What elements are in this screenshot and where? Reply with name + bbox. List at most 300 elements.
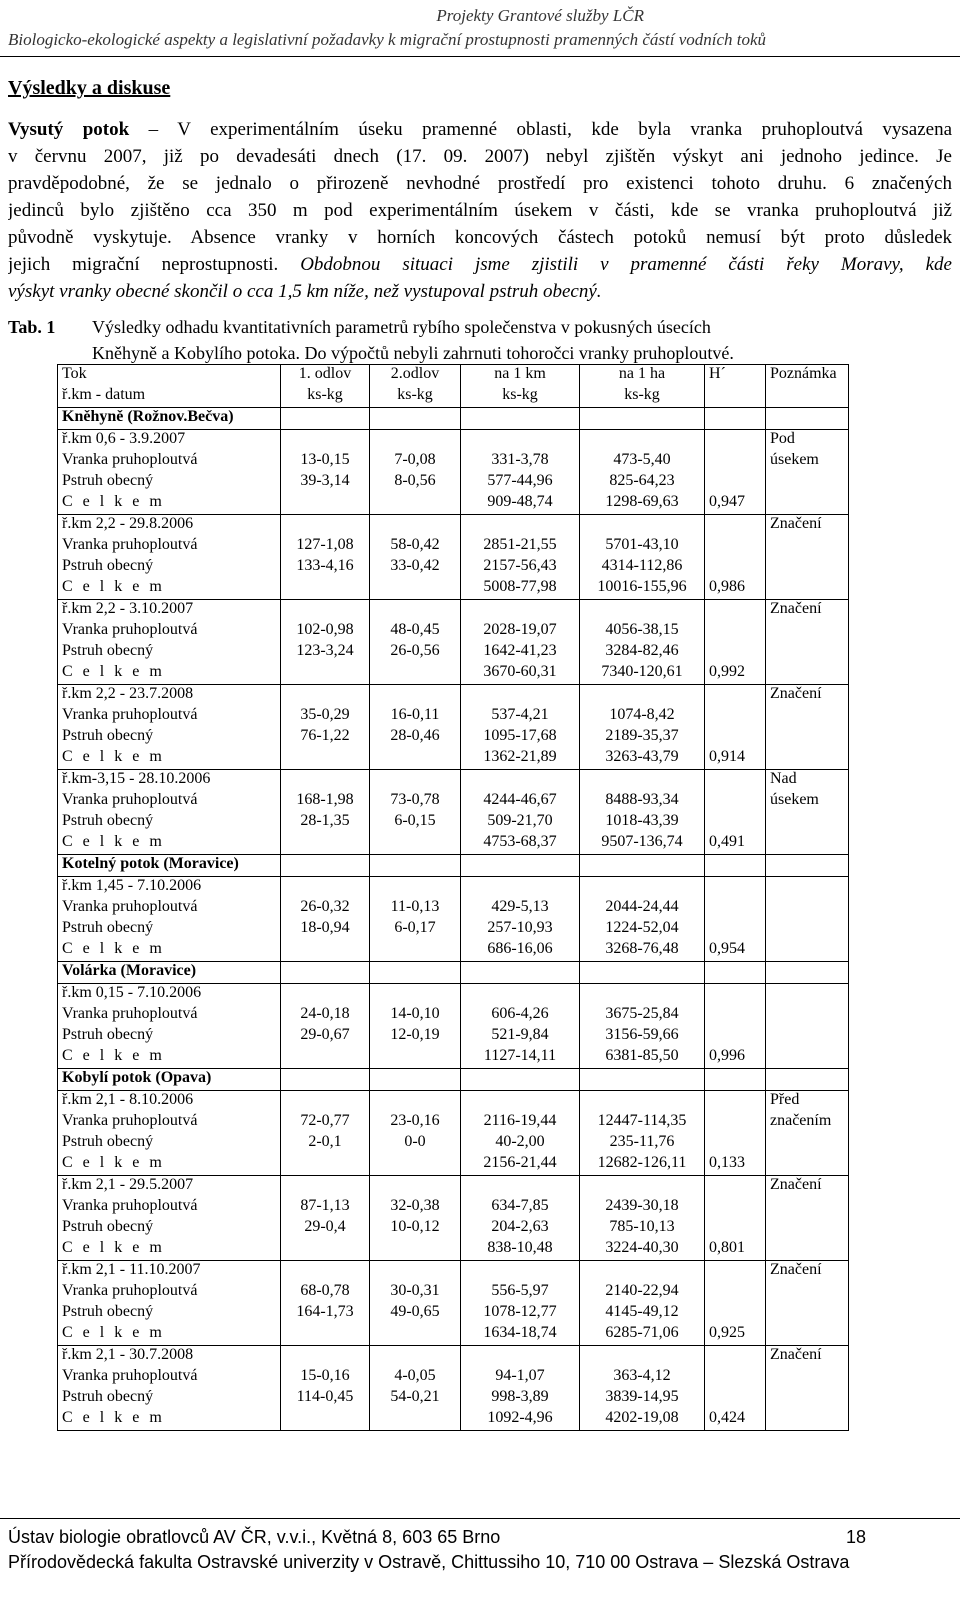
odlov1-cell-line [285, 748, 365, 769]
per-ha-cell-line: 7340-120,61 [601, 663, 683, 680]
per-ha-cell-line [584, 1091, 700, 1112]
per-km-cell-line [465, 685, 575, 706]
per-km-cell-line [465, 770, 575, 791]
empty-cell [461, 1069, 580, 1091]
per-ha-cell-line [584, 1346, 700, 1367]
odlov2-cell-line: 73-0,78 [390, 791, 440, 808]
odlov2-cell-line [374, 1324, 456, 1345]
per-km-cell-line: 521-9,84 [491, 1026, 549, 1043]
note-cell [766, 600, 849, 685]
per-ha-cell-line [584, 430, 700, 451]
species-label: Pstruh obecný [62, 812, 154, 829]
header-note-line: Poznámka [770, 365, 837, 382]
species-label: Vranka pruhoploutvá [62, 898, 198, 915]
species-label: Vranka pruhoploutvá [62, 536, 198, 553]
odlov1-cell-line: 123-3,24 [296, 642, 354, 659]
header-odlov2-line: ks-kg [397, 386, 433, 403]
odlov1-cell [281, 984, 370, 1069]
header-per-ha-line: na 1 ha [618, 365, 666, 382]
species-label: Pstruh obecný [62, 1303, 154, 1320]
odlov1-cell-line [285, 1047, 365, 1068]
empty-cell [705, 408, 766, 430]
h-cell [705, 430, 766, 515]
h-cell-line: 0,491 [709, 833, 745, 850]
odlov2-cell [370, 770, 461, 855]
per-ha-cell-line [584, 515, 700, 536]
header-per-ha-line: ks-kg [624, 386, 660, 403]
site-cell [58, 1176, 281, 1261]
header-tok-line: ř.km - datum [62, 386, 146, 403]
odlov1-cell-line [285, 940, 365, 961]
empty-cell [705, 962, 766, 984]
odlov1-cell-line [285, 1091, 365, 1112]
odlov1-cell-line: 114-0,45 [296, 1388, 354, 1405]
per-ha-cell-line: 10016-155,96 [597, 578, 687, 595]
h-cell-line: 0,996 [709, 1047, 745, 1064]
body-paragraph [8, 116, 952, 305]
h-cell-line [709, 1197, 761, 1218]
odlov2-cell-line: 28-0,46 [390, 727, 440, 744]
per-km-cell-line: 4753-68,37 [483, 833, 557, 850]
odlov2-cell-line: 4-0,05 [394, 1367, 436, 1384]
per-ha-cell-line: 825-64,23 [609, 472, 675, 489]
odlov2-cell [370, 1091, 461, 1176]
site-label: ř.km-3,15 - 28.10.2006 [62, 770, 211, 787]
empty-cell [370, 1069, 461, 1091]
odlov2-cell-line: 30-0,31 [390, 1282, 440, 1299]
odlov2-cell [370, 685, 461, 770]
total-label: C e l k e m [62, 1409, 165, 1426]
per-ha-cell [580, 430, 705, 515]
odlov2-cell-line [374, 1176, 456, 1197]
per-ha-cell [580, 877, 705, 962]
h-cell-line [709, 770, 761, 791]
note-cell [766, 1091, 849, 1176]
note-cell-line [770, 1282, 844, 1303]
table-row [58, 430, 849, 515]
per-km-cell-line: 40-2,00 [495, 1133, 545, 1150]
odlov1-cell-line [285, 984, 365, 1005]
note-cell-line [770, 1005, 844, 1026]
note-cell [766, 1346, 849, 1431]
odlov2-cell-line [374, 748, 456, 769]
note-cell-line: Před [770, 1091, 800, 1108]
per-km-cell-line: 634-7,85 [491, 1197, 549, 1214]
odlov1-cell-line [285, 493, 365, 514]
site-label: ř.km 2,2 - 29.8.2006 [62, 515, 194, 532]
empty-cell [281, 1069, 370, 1091]
odlov2-cell-line: 26-0,56 [390, 642, 440, 659]
header-per-km-line: ks-kg [502, 386, 538, 403]
paragraph-line [8, 251, 952, 278]
per-ha-cell-line [584, 1261, 700, 1282]
section-title: Výsledky a diskuse [8, 77, 171, 99]
note-cell [766, 515, 849, 600]
per-ha-cell-line [584, 984, 700, 1005]
per-ha-cell-line [584, 770, 700, 791]
odlov2-cell-line [374, 663, 456, 684]
header-per-km-line: na 1 km [494, 365, 546, 382]
note-cell-line [770, 984, 844, 1005]
h-cell-line [709, 621, 761, 642]
h-cell-line [709, 791, 761, 812]
odlov1-cell-line [285, 430, 365, 451]
species-label: Vranka pruhoploutvá [62, 1005, 198, 1022]
odlov1-cell-line [285, 1239, 365, 1260]
odlov2-cell-line [374, 430, 456, 451]
header-h-line: H´ [709, 365, 726, 382]
table-row [58, 515, 849, 600]
odlov1-cell-line [285, 770, 365, 791]
per-km-cell-line: 1095-17,68 [483, 727, 557, 744]
site-cell [58, 877, 281, 962]
river-name [58, 1069, 281, 1091]
river-name [58, 408, 281, 430]
odlov2-cell-line [374, 685, 456, 706]
h-cell-line [709, 898, 761, 919]
odlov2-cell-line: 6-0,17 [394, 919, 436, 936]
odlov1-cell-line: 164-1,73 [296, 1303, 354, 1320]
odlov2-cell-line [374, 984, 456, 1005]
site-label: ř.km 2,2 - 3.10.2007 [62, 600, 194, 617]
per-ha-cell-line: 3156-59,66 [605, 1026, 679, 1043]
odlov1-cell-line: 76-1,22 [300, 727, 350, 744]
h-cell-line [709, 727, 761, 748]
odlov2-cell [370, 600, 461, 685]
odlov1-cell-line [285, 685, 365, 706]
per-km-cell-line: 2028-19,07 [483, 621, 557, 638]
note-cell-line: Značení [770, 1176, 822, 1193]
river-name-line: Volárka (Moravice) [62, 962, 197, 979]
h-cell-line: 0,947 [709, 493, 745, 510]
per-km-cell-line: 1634-18,74 [483, 1324, 557, 1341]
odlov2-cell-line: 8-0,56 [394, 472, 436, 489]
species-label: Vranka pruhoploutvá [62, 621, 198, 638]
empty-cell [580, 1069, 705, 1091]
site-cell [58, 1091, 281, 1176]
odlov2-cell-line [374, 515, 456, 536]
species-label: Pstruh obecný [62, 1133, 154, 1150]
h-cell-line [709, 1005, 761, 1026]
h-cell-line: 0,424 [709, 1409, 745, 1426]
note-cell-line: Značení [770, 1261, 822, 1278]
odlov2-cell [370, 1261, 461, 1346]
h-cell-line [709, 1218, 761, 1239]
note-cell-line: Značení [770, 1346, 822, 1363]
odlov2-cell-line: 23-0,16 [390, 1112, 440, 1129]
h-cell-line [709, 1346, 761, 1367]
per-km-cell [461, 600, 580, 685]
odlov2-cell-line [374, 1409, 456, 1430]
per-km-cell [461, 1176, 580, 1261]
page-footer [0, 1518, 960, 1620]
per-ha-cell [580, 1261, 705, 1346]
empty-cell [705, 1069, 766, 1091]
site-cell [58, 430, 281, 515]
total-label: C e l k e m [62, 493, 165, 510]
species-label: Pstruh obecný [62, 1218, 154, 1235]
per-km-cell [461, 1261, 580, 1346]
odlov2-cell-line: 33-0,42 [390, 557, 440, 574]
odlov1-cell [281, 1346, 370, 1431]
empty-cell [705, 855, 766, 877]
odlov1-cell [281, 877, 370, 962]
table-row [58, 877, 849, 962]
h-cell-line [709, 1176, 761, 1197]
species-label: Vranka pruhoploutvá [62, 1367, 198, 1384]
per-ha-cell-line: 8488-93,34 [605, 791, 679, 808]
empty-cell [580, 855, 705, 877]
table-caption-text [92, 314, 952, 366]
odlov1-cell [281, 430, 370, 515]
odlov1-cell-line: 102-0,98 [296, 621, 354, 638]
site-label: ř.km 2,1 - 8.10.2006 [62, 1091, 194, 1108]
header-odlov1-line: ks-kg [307, 386, 343, 403]
header-h [705, 365, 766, 408]
species-label: Pstruh obecný [62, 1026, 154, 1043]
per-ha-cell-line: 6285-71,06 [605, 1324, 679, 1341]
river-name-line: Kotelný potok (Moravice) [62, 855, 239, 872]
odlov2-cell-line [374, 1346, 456, 1367]
per-ha-cell [580, 515, 705, 600]
header-odlov1-line: 1. odlov [298, 365, 352, 382]
odlov2-cell [370, 984, 461, 1069]
odlov2-cell-line: 10-0,12 [390, 1218, 440, 1235]
per-ha-cell-line: 2044-24,44 [605, 898, 679, 915]
species-label: Pstruh obecný [62, 727, 154, 744]
per-km-cell-line: 606-4,26 [491, 1005, 549, 1022]
per-ha-cell [580, 1346, 705, 1431]
h-cell-line [709, 706, 761, 727]
per-km-cell-line: 577-44,96 [487, 472, 553, 489]
paragraph-line: v červnu 2007, již po devadesáti dnech (17. 09. 2007) nebyl zjištěn výskyt ani jednoho jedince. Je [8, 146, 952, 167]
river-row [58, 962, 849, 984]
paragraph-line: pravděpodobné, že se jednalo o přirozeně nevhodné prostředí pro existenci tohoto druhu. 6 značených [8, 173, 952, 194]
per-ha-cell-line: 363-4,12 [613, 1367, 671, 1384]
h-cell-line: 0,986 [709, 578, 745, 595]
odlov2-cell-line [374, 877, 456, 898]
odlov2-cell-line [374, 1261, 456, 1282]
footer-institute-1: Ústav biologie obratlovců AV ČR, v.v.i., Květná 8, 603 65 Brno [8, 1527, 501, 1547]
note-cell-line [770, 877, 844, 898]
per-km-cell-line [465, 515, 575, 536]
odlov1-cell-line: 127-1,08 [296, 536, 354, 553]
site-cell [58, 515, 281, 600]
per-ha-cell-line: 4314-112,86 [601, 557, 683, 574]
header-odlov1 [281, 365, 370, 408]
total-label: C e l k e m [62, 833, 165, 850]
paragraph-text: – V experimentálním úseku pramenné oblasti, kde byla vranka pruhoploutvá vysazena [129, 119, 952, 140]
odlov2-cell [370, 430, 461, 515]
site-label: ř.km 2,1 - 30.7.2008 [62, 1346, 194, 1363]
note-cell-line: Značení [770, 600, 822, 617]
species-label: Pstruh obecný [62, 919, 154, 936]
per-km-cell [461, 430, 580, 515]
h-cell [705, 877, 766, 962]
h-cell-line: 0,914 [709, 748, 745, 765]
odlov1-cell-line: 24-0,18 [300, 1005, 350, 1022]
odlov1-cell-line [285, 515, 365, 536]
empty-cell [766, 1069, 849, 1091]
note-cell [766, 877, 849, 962]
note-cell-line: Značení [770, 515, 822, 532]
total-label: C e l k e m [62, 663, 165, 680]
per-ha-cell [580, 984, 705, 1069]
site-label: ř.km 1,45 - 7.10.2006 [62, 877, 202, 894]
odlov1-cell-line [285, 1176, 365, 1197]
h-cell-line [709, 515, 761, 536]
odlov2-cell-line: 14-0,10 [390, 1005, 440, 1022]
per-km-cell-line: 2156-21,44 [483, 1154, 557, 1171]
odlov1-cell-line [285, 663, 365, 684]
empty-cell [461, 962, 580, 984]
header-odlov2-line: 2.odlov [390, 365, 440, 382]
per-km-cell-line: 838-10,48 [487, 1239, 553, 1256]
odlov1-cell-line: 29-0,4 [304, 1218, 346, 1235]
table-caption-line: Kněhyně a Kobylího potoka. Do výpočtů nebyli zahrnuti tohoročci vranky pruhoploutvé. [92, 343, 734, 363]
h-cell-line [709, 984, 761, 1005]
table-header-row [58, 365, 849, 408]
per-ha-cell-line: 3224-40,30 [605, 1239, 679, 1256]
header-project-line: Projekty Grantové služby LČR [436, 6, 644, 25]
odlov1-cell-line: 13-0,15 [300, 451, 350, 468]
footer-institute-2: Přírodovědecká fakulta Ostravské univerzity v Ostravě, Chittussiho 10, 710 00 Ostrava – Slezská Ostrava [8, 1552, 850, 1572]
per-km-cell-line: 556-5,97 [491, 1282, 549, 1299]
per-ha-cell-line: 235-11,76 [609, 1133, 675, 1150]
note-cell-line: Nad [770, 770, 797, 787]
river-name-line: Kobylí potok (Opava) [62, 1069, 212, 1086]
per-ha-cell-line: 2439-30,18 [605, 1197, 679, 1214]
odlov1-cell [281, 1091, 370, 1176]
river-row [58, 855, 849, 877]
per-ha-cell-line: 785-10,13 [609, 1218, 675, 1235]
empty-cell [580, 962, 705, 984]
species-label: Vranka pruhoploutvá [62, 1282, 198, 1299]
h-cell [705, 1261, 766, 1346]
table-row [58, 685, 849, 770]
per-ha-cell-line: 4202-19,08 [605, 1409, 679, 1426]
h-cell-line: 0,133 [709, 1154, 745, 1171]
river-name [58, 962, 281, 984]
odlov2-cell [370, 515, 461, 600]
odlov1-cell-line: 29-0,67 [300, 1026, 350, 1043]
odlov2-cell-line: 11-0,13 [390, 898, 440, 915]
h-cell [705, 600, 766, 685]
per-km-cell-line: 3670-60,31 [483, 663, 557, 680]
per-km-cell-line [465, 1091, 575, 1112]
per-km-cell-line: 509-21,70 [487, 812, 553, 829]
empty-cell [766, 855, 849, 877]
per-ha-cell [580, 1091, 705, 1176]
h-cell-line [709, 1282, 761, 1303]
odlov2-cell-line: 49-0,65 [390, 1303, 440, 1320]
odlov1-cell-line [285, 833, 365, 854]
per-ha-cell-line: 12447-114,35 [597, 1112, 687, 1129]
per-ha-cell-line: 3284-82,46 [605, 642, 679, 659]
paragraph-italic: Obdobnou situaci jsme zjistili v pramenné části řeky Moravy, kde [278, 254, 952, 275]
per-ha-cell-line [584, 1176, 700, 1197]
per-km-cell [461, 685, 580, 770]
header-per-km [461, 365, 580, 408]
h-cell [705, 515, 766, 600]
odlov2-cell-line [374, 578, 456, 599]
odlov2-cell-line [374, 1154, 456, 1175]
site-cell [58, 685, 281, 770]
note-cell [766, 1261, 849, 1346]
river-name [58, 855, 281, 877]
table-row [58, 1176, 849, 1261]
site-cell [58, 984, 281, 1069]
per-ha-cell-line: 9507-136,74 [601, 833, 683, 850]
per-km-cell-line: 909-48,74 [487, 493, 553, 510]
table-row [58, 1261, 849, 1346]
odlov1-cell-line: 26-0,32 [300, 898, 350, 915]
per-ha-cell [580, 1176, 705, 1261]
total-label: C e l k e m [62, 940, 165, 957]
species-label: Vranka pruhoploutvá [62, 1197, 198, 1214]
per-ha-cell-line [584, 877, 700, 898]
odlov2-cell-line: 48-0,45 [390, 621, 440, 638]
empty-cell [281, 962, 370, 984]
per-ha-cell [580, 600, 705, 685]
h-cell-line: 0,954 [709, 940, 745, 957]
total-label: C e l k e m [62, 1154, 165, 1171]
odlov1-cell-line: 28-1,35 [300, 812, 350, 829]
h-cell-line: 0,801 [709, 1239, 745, 1256]
odlov1-cell [281, 685, 370, 770]
h-cell-line [709, 877, 761, 898]
h-cell [705, 1091, 766, 1176]
site-label: ř.km 0,15 - 7.10.2006 [62, 984, 202, 1001]
per-ha-cell-line: 3263-43,79 [605, 748, 679, 765]
odlov2-cell-line [374, 940, 456, 961]
h-cell-line [709, 557, 761, 578]
odlov2-cell-line [374, 493, 456, 514]
note-cell-line: úsekem [770, 791, 819, 808]
odlov1-cell-line [285, 1324, 365, 1345]
note-cell-line: značením [770, 1112, 832, 1129]
per-km-cell-line: 998-3,89 [491, 1388, 549, 1405]
note-cell-line [770, 898, 844, 919]
per-km-cell-line: 1127-14,11 [483, 1047, 557, 1064]
per-ha-cell [580, 770, 705, 855]
odlov1-cell [281, 515, 370, 600]
empty-cell [281, 408, 370, 430]
per-km-cell-line [465, 600, 575, 621]
per-km-cell-line [465, 430, 575, 451]
odlov1-cell-line: 72-0,77 [300, 1112, 350, 1129]
site-label: ř.km 2,1 - 11.10.2007 [62, 1261, 201, 1278]
h-cell [705, 1346, 766, 1431]
site-label: ř.km 2,1 - 29.5.2007 [62, 1176, 194, 1193]
per-km-cell-line [465, 877, 575, 898]
per-km-cell [461, 984, 580, 1069]
empty-cell [370, 855, 461, 877]
h-cell-line [709, 430, 761, 451]
odlov2-cell-line: 12-0,19 [390, 1026, 440, 1043]
paragraph-italic: výskyt vranky obecné skončil o cca 1,5 km níže, než vystupoval pstruh obecný. [8, 281, 602, 302]
per-km-cell-line: 429-5,13 [491, 898, 549, 915]
note-cell-line [770, 536, 844, 557]
per-km-cell [461, 770, 580, 855]
table-caption-label: Tab. 1 [8, 317, 56, 337]
site-label: ř.km 0,6 - 3.9.2007 [62, 430, 186, 447]
odlov1-cell-line [285, 1261, 365, 1282]
paragraph-line [8, 116, 952, 143]
h-cell [705, 984, 766, 1069]
total-label: C e l k e m [62, 578, 165, 595]
odlov2-cell-line [374, 1239, 456, 1260]
